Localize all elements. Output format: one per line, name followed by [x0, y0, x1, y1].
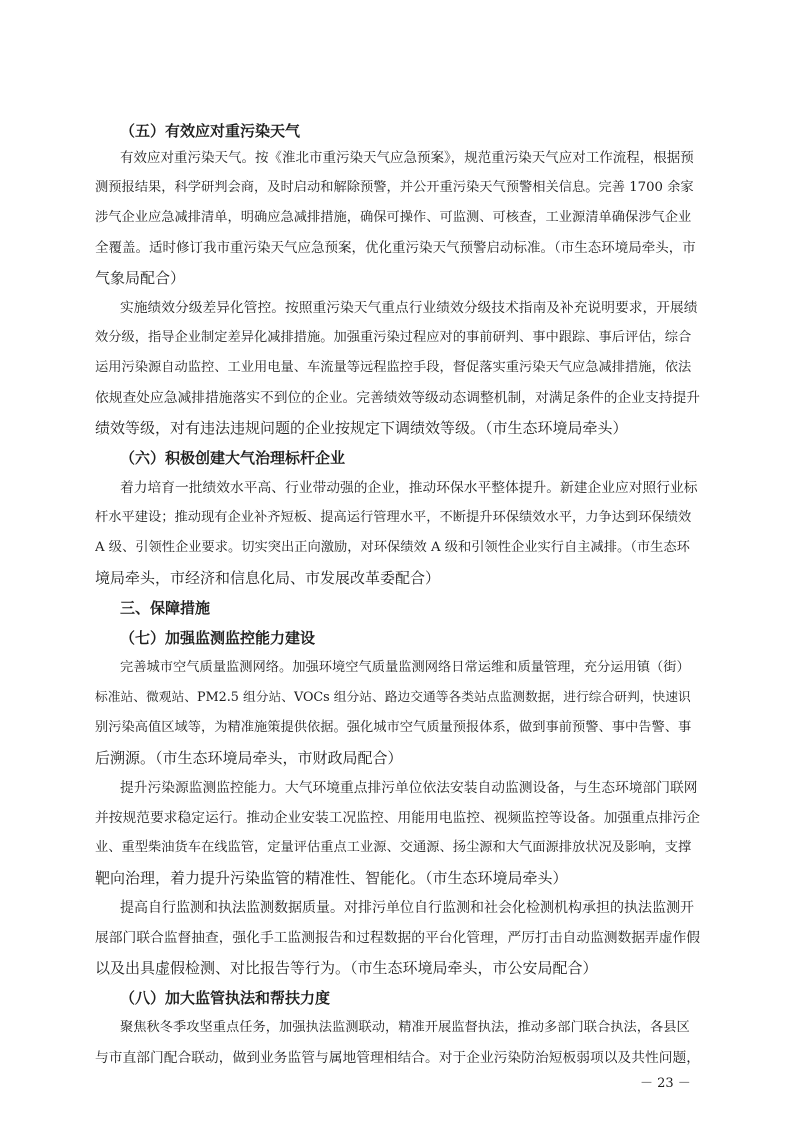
paragraph-line: 标准站、微观站、PM2.5 组分站、VOCs 组分站、路边交通等各类站点监测数据，进行综合研判，快速识 — [95, 690, 691, 705]
paragraph-line: 涉气企业应急减排清单，明确应急减排措施，确保可操作、可监测、可核查，工业源清单确保涉气企业 — [95, 210, 692, 225]
paragraph-line: 依规查处应急减排措施落实不到位的企业。完善绩效等级动态调整机制，对满足条件的企业支持提升 — [95, 390, 700, 406]
paragraph-line: 测预报结果，科学研判会商，及时启动和解除预警，并公开重污染天气预警相关信息。完善 1700 余家 — [95, 180, 694, 195]
paragraph-line: 提高自行监测和执法监测数据质量。对排污单位自行监测和社会化检测机构承担的执法监测开 — [120, 900, 694, 916]
paragraph-line: 完善城市空气质量监测网络。加强环境空气质量监测网络日常运维和质量管理，充分运用镇（街） — [120, 660, 690, 675]
paragraph-line: 与市直部门配合联动，做到业务监管与属地管理相结合。对于企业污染防治短板弱项以及共性问题， — [95, 1050, 700, 1066]
paragraph-line: 提升污染源监测监控能力。大气环境重点排污单位依法安装自动监测设备，与生态环境部门联网 — [120, 780, 698, 796]
paragraph-line: A 级、引领性企业要求。切实突出正向激励，对环保绩效 A 级和引领性企业实行自主减排。（市生态环 — [95, 540, 690, 555]
paragraph-line: 并按规范要求稳定运行。推动企业安装工况监控、用能用电监控、视频监控等设备。加强重点排污企 — [95, 810, 700, 826]
section-heading-5: （五）有效应对重污染天气 — [120, 122, 301, 140]
paragraph-line: 绩效等级，对有违法违规问题的企业按规定下调绩效等级。（市生态环境局牵头） — [95, 419, 628, 437]
page-number: － 23 － — [640, 1076, 691, 1091]
paragraph-line: 运用污染源自动监控、工业用电量、车流量等远程监控手段，督促落实重污染天气应急减排措施，依法 — [95, 360, 692, 375]
paragraph-line: 全覆盖。适时修订我市重污染天气应急预案，优化重污染天气预警启动标准。（市生态环境局牵头，市 — [95, 240, 696, 256]
paragraph-line: 以及出具虚假检测、对比报告等行为。（市生态环境局牵头，市公安局配合） — [95, 959, 598, 977]
paragraph-line: 业、重型柴油货车在线监管，定量评估重点工业源、交通源、扬尘源和大气面源排放状况及影响，支撑 — [95, 840, 692, 855]
paragraph-line: 后溯源。（市生态环境局牵头，市财政局配合） — [95, 749, 403, 767]
section-heading-7: （七）加强监测监控能力建设 — [120, 629, 316, 647]
paragraph-line: 展部门联合监督抽查，强化手工监测报告和过程数据的平台化管理，严厉打击自动监测数据弄虚作假 — [95, 930, 700, 946]
paragraph-line: 有效应对重污染天气。按《淮北市重污染天气应急预案》，规范重污染天气应对工作流程，根据预 — [120, 150, 694, 166]
paragraph-line: 实施绩效分级差异化管控。按照重污染天气重点行业绩效分级技术指南及补充说明要求，开展绩 — [120, 300, 698, 316]
paragraph-line: 别污染高值区域等，为精准施策提供依据。强化城市空气质量预报体系，做到事前预警、事中告警、事 — [95, 720, 692, 735]
section-heading-3: 三、保障措施 — [120, 599, 211, 617]
paragraph-line: 着力培育一批绩效水平高、行业带动强的企业，推动环保水平整体提升。新建企业应对照行业标 — [120, 480, 698, 496]
section-heading-6: （六）积极创建大气治理标杆企业 — [120, 449, 346, 467]
paragraph-line: 气象局配合） — [95, 269, 186, 287]
paragraph-line: 靶向治理，着力提升污染监管的精准性、智能化。（市生态环境局牵头） — [95, 869, 568, 887]
paragraph-line: 境局牵头，市经济和信息化局、市发展改革委配合） — [95, 569, 441, 587]
paragraph-line: 效分级，指导企业制定差异化减排措施。加强重污染过程应对的事前研判、事中跟踪、事后评估，综合 — [95, 330, 692, 345]
paragraph-line: 杆水平建设；推动现有企业补齐短板、提高运行管理水平，不断提升环保绩效水平，力争达到环保绩效 — [95, 510, 692, 525]
section-heading-8: （八）加大监管执法和帮扶力度 — [120, 989, 331, 1007]
paragraph-line: 聚焦秋冬季攻坚重点任务，加强执法监测联动，精准开展监督执法，推动多部门联合执法，各县区 — [120, 1020, 690, 1035]
